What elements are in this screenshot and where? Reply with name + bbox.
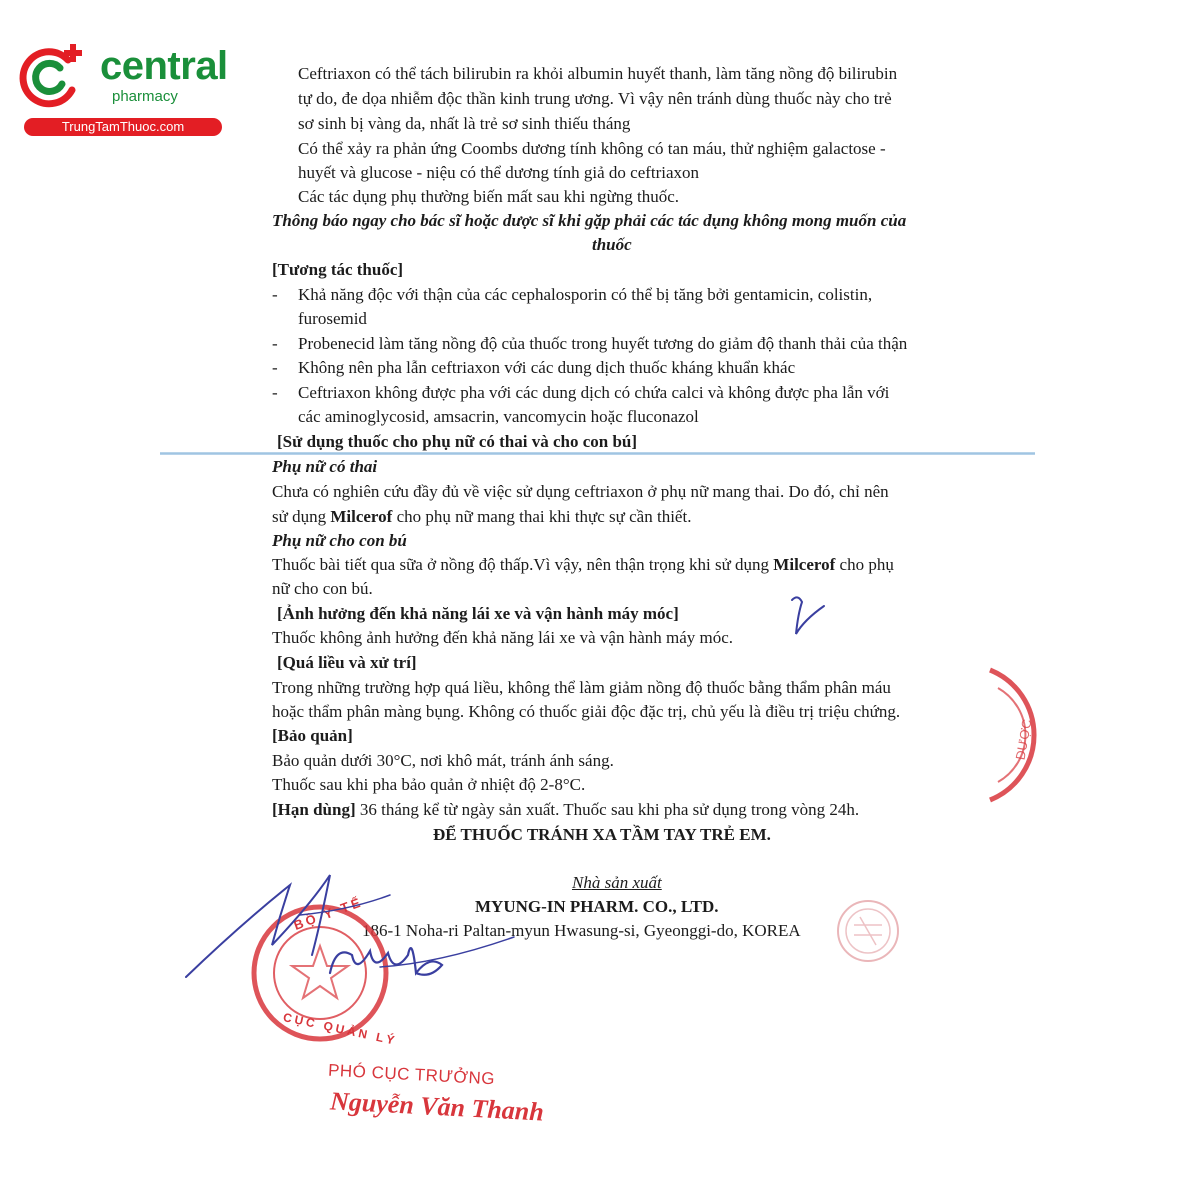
manufacturer-name: MYUNG-IN PHARM. CO., LTD. xyxy=(475,897,719,916)
text-span: sử dụng xyxy=(272,507,331,526)
interaction-item: Probenecid làm tăng nồng độ của thuốc trong huyết tương do giảm độ thanh thải của thận xyxy=(298,334,908,353)
body-line: Ceftriaxon có thể tách bilirubin ra khỏi albumin huyết thanh, làm tăng nồng độ bilirubin xyxy=(298,64,898,83)
body-line: huyết và glucose - niệu có thể dương tính giả do ceftriaxon xyxy=(298,163,700,182)
driving-text: Thuốc không ảnh hưởng đến khả năng lái xe và vận hành máy móc. xyxy=(272,628,734,647)
bullet-dash: - xyxy=(272,383,278,402)
keep-away-warning: ĐỂ THUỐC TRÁNH XA TẦM TAY TRẺ EM. xyxy=(433,825,771,844)
pregnancy-text xyxy=(272,505,691,529)
overdose-text: hoặc thẩm phân màng bụng. Không có thuốc giải độc đặc trị, chủ yếu là điều trị triệu chứng. xyxy=(272,702,901,721)
brand-name: Milcerof xyxy=(773,555,836,574)
stamp-bottom-text: CỤC QUẢN LÝ xyxy=(281,1010,399,1048)
body-line: sơ sinh bị vàng da, nhất là trẻ sơ sinh thiếu tháng xyxy=(298,114,631,133)
adverse-effect-notice: Thông báo ngay cho bác sĩ hoặc dược sĩ khi gặp phải các tác dụng không mong muốn của xyxy=(272,211,907,230)
section-heading-expiry: [Hạn dùng] xyxy=(272,800,356,819)
subheading-breastfeeding: Phụ nữ cho con bú xyxy=(272,531,407,550)
adverse-effect-notice-end: thuốc xyxy=(592,235,632,254)
section-heading-interactions: [Tương tác thuốc] xyxy=(272,260,404,279)
interaction-item-cont: furosemid xyxy=(298,309,367,328)
logo-subtitle: pharmacy xyxy=(112,88,178,105)
stamp-side-label: DƯỢC xyxy=(1012,717,1035,762)
body-line: tự do, đe dọa nhiễm độc thần kinh trung ương. Vì vậy nên tránh dùng thuốc này cho trẻ xyxy=(298,89,892,108)
manufacturer-address: 186-1 Noha-ri Paltan-myun Hwasung-si, Gyeonggi-do, KOREA xyxy=(362,921,801,940)
manufacturer-seal xyxy=(820,895,910,970)
interaction-item: Khả năng độc với thận của các cephalosporin có thể bị tăng bởi gentamicin, colistin, xyxy=(298,285,873,304)
bullet-dash: - xyxy=(272,285,278,304)
handwritten-check-mark xyxy=(780,592,830,642)
pharmacy-cross-icon xyxy=(12,38,90,116)
pregnancy-text: Chưa có nghiên cứu đầy đủ về việc sử dụng ceftriaxon ở phụ nữ mang thai. Do đó, chỉ nên xyxy=(272,482,889,501)
breastfeeding-text xyxy=(272,553,894,577)
central-pharmacy-logo xyxy=(12,38,228,138)
body-line: Các tác dụng phụ thường biến mất sau khi ngừng thuốc. xyxy=(298,187,680,206)
bullet-dash: - xyxy=(272,358,278,377)
text-span: cho phụ nữ mang thai khi thực sự cần thiết. xyxy=(392,507,692,526)
interaction-item: Ceftriaxon không được pha với các dung dịch có chứa calci và không được pha lẫn với xyxy=(298,383,890,402)
handwritten-signature xyxy=(180,855,520,985)
section-heading-pregnancy: [Sử dụng thuốc cho phụ nữ có thai và cho con bú] xyxy=(277,432,638,451)
overdose-text: Trong những trường hợp quá liều, không thể làm giảm nồng độ thuốc bằng thẩm phân máu xyxy=(272,678,891,697)
section-heading-overdose: [Quá liều và xử trí] xyxy=(277,653,417,672)
breastfeeding-text: nữ cho con bú. xyxy=(272,579,373,598)
logo-name: central xyxy=(100,44,228,88)
interaction-item-cont: các aminoglycosid, amsacrin, vancomycin hoặc fluconazol xyxy=(298,407,699,426)
interaction-item: Không nên pha lẫn ceftriaxon với các dung dịch thuốc kháng khuẩn khác xyxy=(298,358,796,377)
bullet-dash: - xyxy=(272,334,278,353)
brand-name: Milcerof xyxy=(330,507,393,526)
signatory-title: PHÓ CỤC TRƯỞNG xyxy=(327,1060,496,1089)
text-span: cho phụ xyxy=(835,555,894,574)
expiry-line xyxy=(272,798,859,822)
signatory-name: Nguyễn Văn Thanh xyxy=(329,1086,545,1127)
text-span: Thuốc bài tiết qua sữa ở nồng độ thấp.Vì vậy, nên thận trọng khi sử dụng xyxy=(272,555,774,574)
expiry-text: 36 tháng kể từ ngày sản xuất. Thuốc sau khi pha sử dụng trong vòng 24h. xyxy=(355,800,860,819)
stamp-top-text: BỘ Y TẾ xyxy=(291,894,365,933)
storage-text: Bảo quản dưới 30°C, nơi khô mát, tránh ánh sáng. xyxy=(272,751,614,770)
manufacturer-label: Nhà sản xuất xyxy=(572,873,662,892)
section-heading-storage: [Bảo quản] xyxy=(272,726,353,745)
storage-text: Thuốc sau khi pha bảo quản ở nhiệt độ 2-8°C. xyxy=(272,775,586,794)
subheading-pregnant: Phụ nữ có thai xyxy=(272,457,378,476)
body-line: Có thể xảy ra phản ứng Coombs dương tính không có tan máu, thử nghiệm galactose - xyxy=(298,139,886,158)
section-heading-driving: [Ảnh hưởng đến khả năng lái xe và vận hành máy móc] xyxy=(277,604,679,623)
logo-url-badge[interactable]: TrungTamThuoc.com xyxy=(24,118,222,136)
